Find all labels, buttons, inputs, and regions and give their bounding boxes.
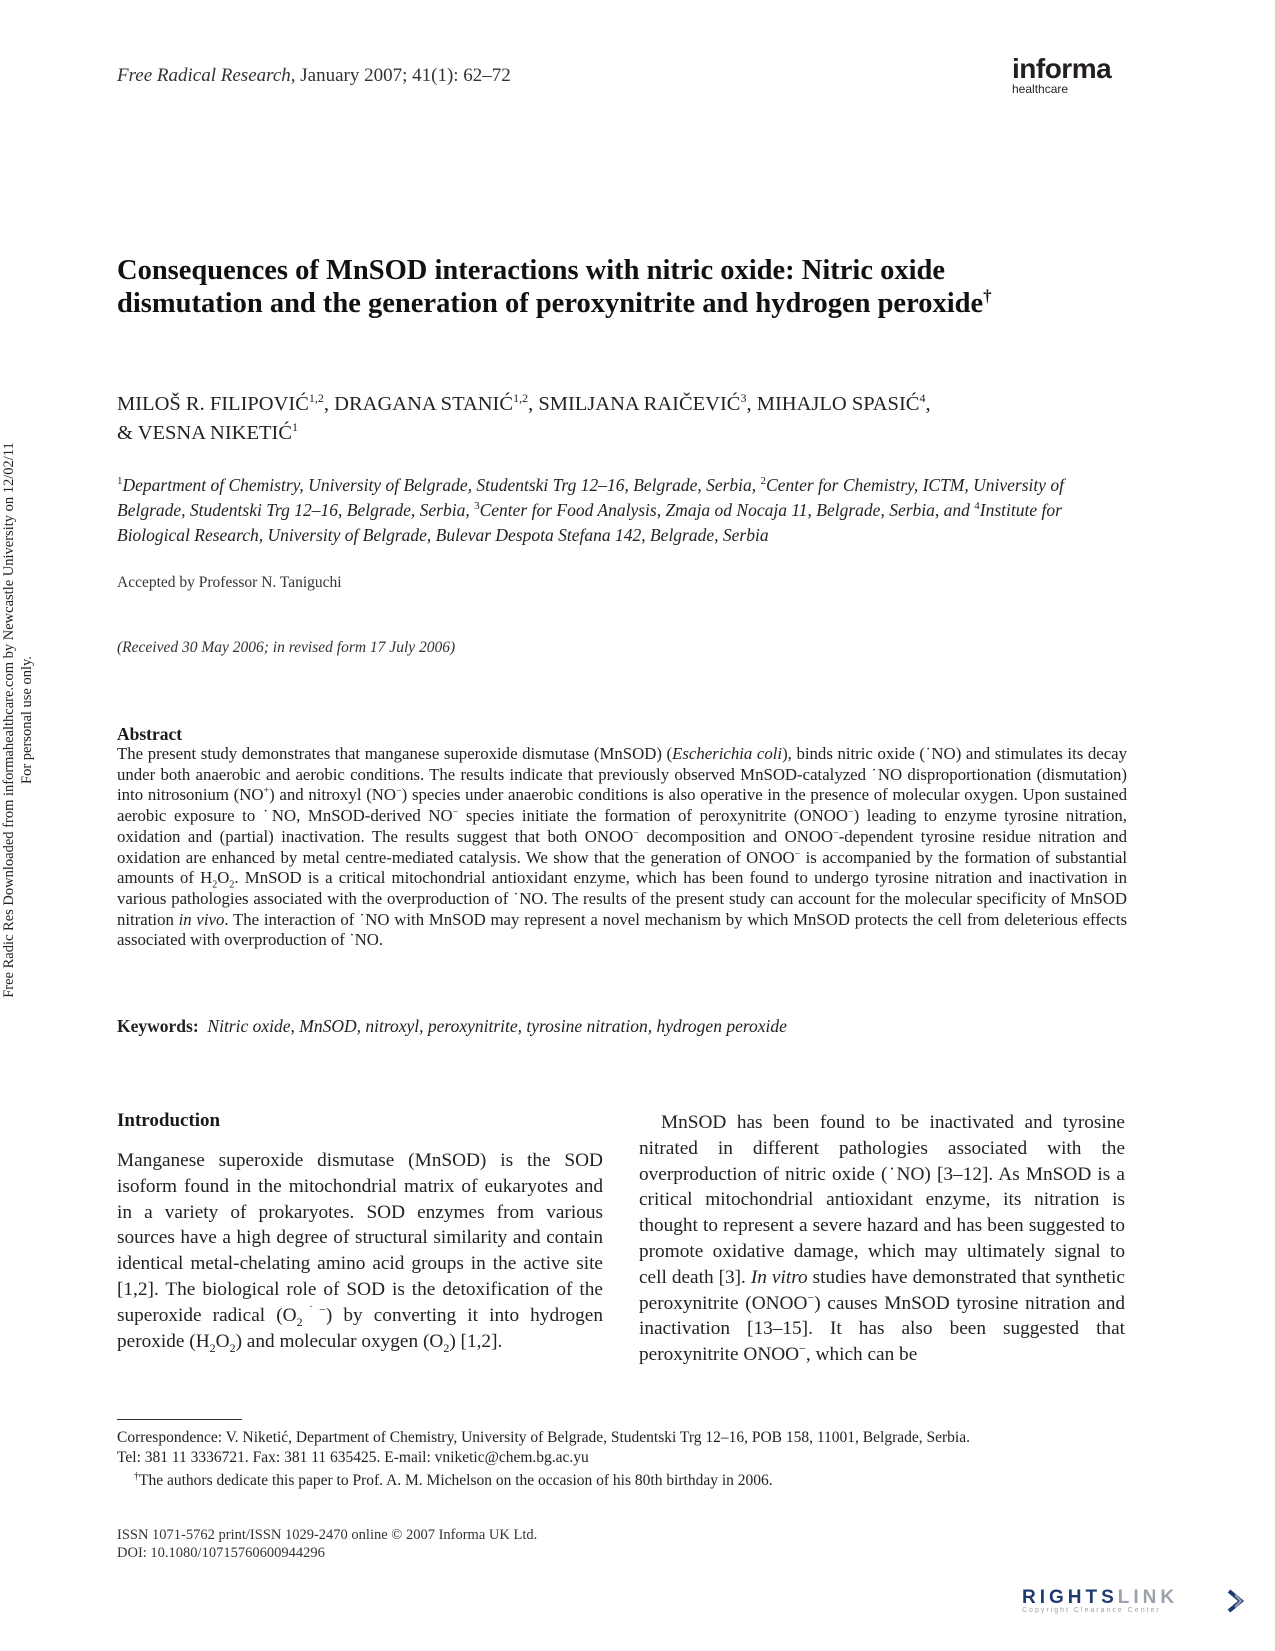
affiliations (117, 473, 1127, 548)
affiliation-mark: 1 (117, 475, 123, 488)
author-name: MIHAJLO SPASIĆ (756, 393, 920, 415)
keywords-list: Nitric oxide, MnSOD, nitroxyl, peroxynitrite, tyrosine nitration, hydrogen peroxide (207, 1016, 787, 1036)
rightslink-logo[interactable] (1022, 1587, 1252, 1627)
author-line2 (117, 419, 1127, 448)
author-list (117, 390, 1127, 448)
correspondence: Correspondence: V. Niketić, Department of Chemistry, University of Belgrade, Studentski Trg 12–16, POB 158, 11001, Belgrade, Serbia. (117, 1429, 970, 1446)
issn-doi (117, 1526, 537, 1562)
journal-citation (117, 65, 511, 87)
dedication-dagger: † (134, 1470, 139, 1482)
author-separator: , (925, 393, 931, 415)
logo-sub-text: healthcare (1012, 82, 1069, 96)
introduction-right-column: MnSOD has been found to be inactivated and tyrosine nitrated in different pathologies associated with the overproduction of nitric oxide (˙NO) [3–12]. As MnSOD is a critical mitochondrial antioxidant enzyme, its nitration is thought to represent a severe hazard and has been suggested to promote oxidative damage, which may ultimately signal to cell death [3]. In vitro studies have demonstrated that synthetic peroxynitrite (ONOO−) causes MnSOD tyrosine nitration and inactivation [13–15]. It has also been suggested that peroxynitrite ONOO−, which can be (639, 1112, 1125, 1366)
download-watermark-line2: For personal use only. (19, 656, 35, 784)
abstract-heading: Abstract (117, 724, 183, 744)
title-dagger: † (983, 286, 992, 306)
footnote-rule (117, 1419, 242, 1420)
keywords (117, 1016, 1127, 1037)
author-name: SMILJANA RAIČEVIĆ (538, 393, 741, 415)
author-affiliation-mark: 3 (740, 391, 747, 406)
author-separator: , (528, 393, 539, 415)
affiliation-mark: 3 (474, 500, 480, 513)
doi-line: DOI: 10.1080/10715760600944296 (117, 1545, 325, 1561)
rightslink-part-b: LINK (1117, 1587, 1179, 1608)
informa-logo (1012, 54, 1132, 96)
accepted-by: Accepted by Professor N. Taniguchi (117, 574, 342, 591)
title-line2-text: dismutation and the generation of peroxynitrite and hydrogen peroxide (117, 288, 984, 319)
affiliation-mark: 4 (974, 500, 980, 513)
journal-name: Free Radical Research (117, 65, 291, 86)
footnotes (117, 1428, 1127, 1491)
contact-info: Tel: 381 11 3336721. Fax: 381 11 635425. E-mail: vniketic@chem.bg.ac.yu (117, 1449, 589, 1466)
introduction-left-column: Manganese superoxide dismutase (MnSOD) is the SOD isoform found in the mitochondrial matrix of eukaryotes and in a variety of prokaryotes. SOD enzymes from various sources have a high degree of structural similarity and contain identical metal-chelating amino acid groups in the active site [1,2]. The biological role of SOD is the detoxification of the superoxide radical $(O_2^{˙-})$ by converting it into hydrogen peroxide $(H_2O_2)$ and molecular oxygen $(O_2)$ [1,2]. (117, 1150, 603, 1355)
author-separator: , (746, 393, 757, 415)
journal-issue: , January 2007; 41(1): 62–72 (290, 65, 511, 86)
author-affiliation-mark: 1,2 (513, 391, 529, 406)
title-line2 (117, 287, 1127, 320)
rightslink-subtext: Copyright Clearance Center (1022, 1607, 1161, 1614)
author-affiliation-mark: 4 (919, 391, 926, 406)
rightslink-arrow-icon (1226, 1589, 1246, 1613)
received-dates: (Received 30 May 2006; in revised form 17 July 2006) (117, 639, 456, 656)
title-line1: Consequences of MnSOD interactions with nitric oxide: Nitric oxide (117, 255, 946, 286)
dedication-text: The authors dedicate this paper to Prof. A. M. Michelson on the occasion of his 80th birthday in 2006. (139, 1472, 773, 1489)
affiliation-mark: 2 (760, 475, 767, 488)
affiliation-text: Center for Chemistry, ICTM, University of Belgrade, Studentski Trg 12–16, Belgrade, Serbia, (117, 475, 1065, 520)
author-separator: , (323, 393, 335, 415)
author-affiliation-mark: 1 (292, 420, 299, 435)
rightslink-text (1022, 1587, 1252, 1609)
author-affiliation-mark: 1,2 (308, 391, 324, 406)
paper-title (117, 254, 1127, 320)
affiliation-text: Department of Chemistry, University of Belgrade, Studentski Trg 12–16, Belgrade, Serbia, (122, 475, 761, 495)
issn-line: ISSN 1071-5762 print/ISSN 1029-2470 online © 2007 Informa UK Ltd. (117, 1527, 538, 1543)
affiliation-text: Center for Food Analysis, Zmaja od Nocaja 11, Belgrade, Serbia, and (479, 500, 975, 520)
author-name: & VESNA NIKETIĆ (117, 422, 293, 444)
author-name: MILOŠ R. FILIPOVIĆ (117, 393, 309, 415)
dedication (117, 1471, 1127, 1491)
author-name: DRAGANA STANIĆ (334, 393, 514, 415)
download-watermark (0, 442, 36, 998)
introduction-heading: Introduction (117, 1110, 221, 1131)
keywords-label: Keywords: (117, 1016, 199, 1036)
download-watermark-line1: Free Radic Res Downloaded from informahealthcare.com by Newcastle University on 12/02/11 (1, 442, 17, 998)
logo-main-text: informa (1012, 53, 1112, 84)
author-line1 (117, 390, 1127, 419)
affiliation-text: Institute for Biological Research, University of Belgrade, Bulevar Despota Stefana 142, Belgrade, Serbia (117, 500, 1062, 545)
abstract-text: The present study demonstrates that manganese superoxide dismutase (MnSOD) (Escherichia coli), binds nitric oxide (˙NO) and stimulates its decay under both anaerobic and aerobic conditions. The results indicate that previously observed MnSOD-catalyzed ˙NO disproportionation (dismutation) into nitrosonium (NO+) and nitroxyl (NO−) species under anaerobic conditions is also operative in the presence of molecular oxygen. Upon sustained aerobic exposure to ˙NO, MnSOD-derived NO− species initiate the formation of peroxynitrite (ONOO−) leading to enzyme tyrosine nitration, oxidation and (partial) inactivation. The results suggest that both ONOO− decomposition and ONOO−-dependent tyrosine residue nitration and oxidation are enhanced by metal centre-mediated catalysis. We show that the generation of ONOO− is accompanied by the formation of substantial amounts of $H_2O_2$. MnSOD is a critical mitochondrial antioxidant enzyme, which has been found to undergo tyrosine nitration and inactivation in various pathologies associated with the overproduction of ˙NO. The results of the present study can account for the molecular specificity of MnSOD nitration in vivo. The interaction of ˙NO with MnSOD may represent a novel mechanism by which MnSOD protects the cell from deleterious effects associated with overproduction of ˙NO. (117, 744, 1128, 950)
rightslink-part-a: RIGHTS (1022, 1587, 1118, 1608)
